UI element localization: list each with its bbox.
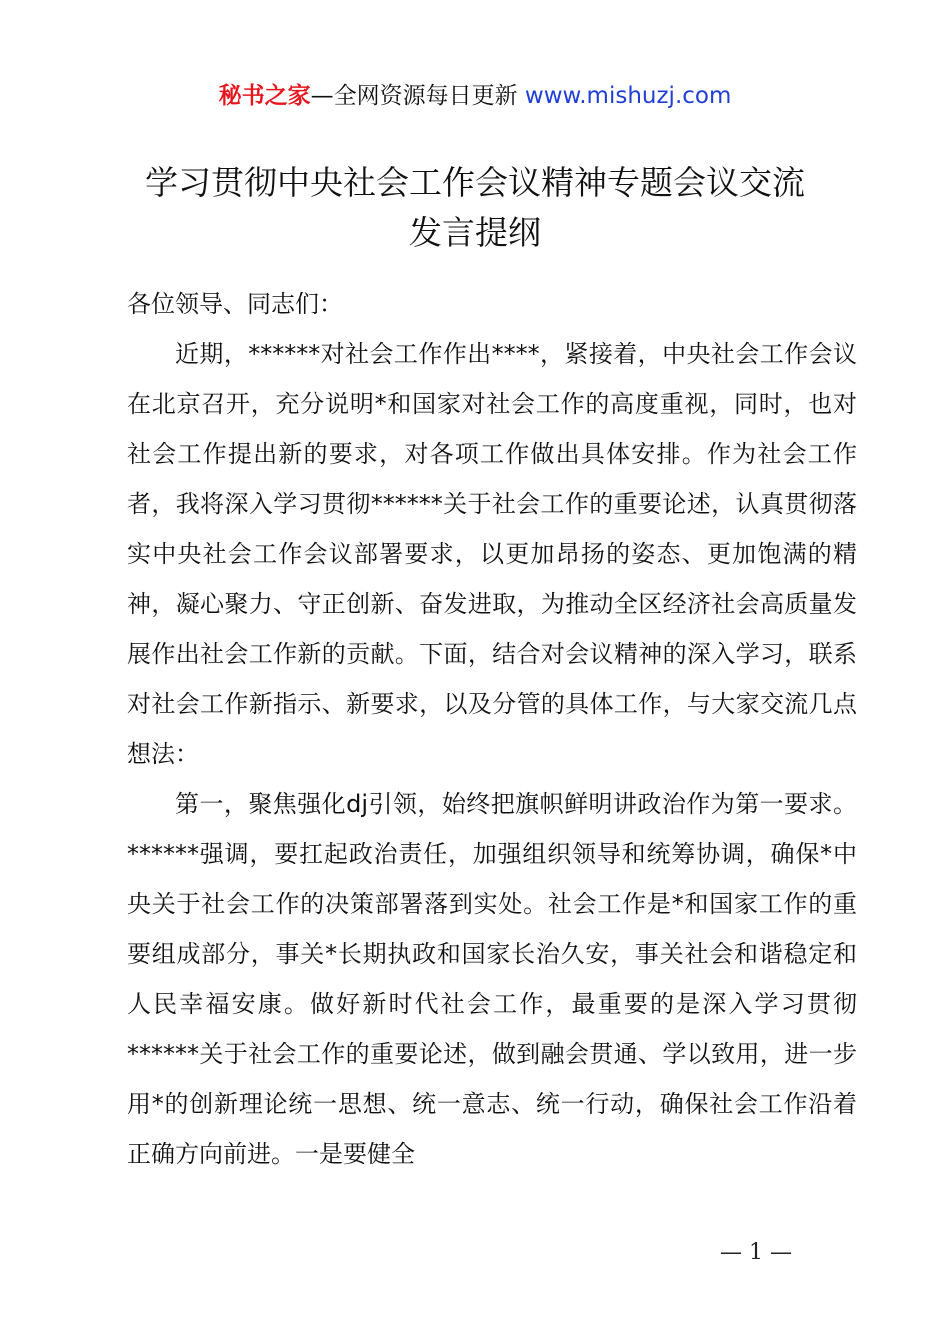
body-paragraph: 第一，聚焦强化dj引领，始终把旗帜鲜明讲政治作为第一要求。******强调，要扛起政治责任，加强组织领导和统筹协调，确保*中央关于社会工作的决策部署落到实处。社会工作是*和国家工作的重要组成部分，事关*长期执政和国家长治久安，事关社会和谐稳定和人民幸福安康。做好新时代社会工作，最重要的是深入学习贯彻******关于社会工作的重要论述，做到融会贯通、学以致用，进一步用*的创新理论统一思想、统一意志、统一行动，确保社会工作沿着正确方向前进。一是要健全	[127, 790, 857, 1168]
document-title	[100, 158, 850, 258]
title-line-1: 学习贯彻中央社会工作会议精神专题会议交流	[145, 163, 805, 202]
header-tagline: —全网资源每日更新	[310, 83, 518, 109]
site-header	[0, 80, 950, 112]
salutation: 各位领导、同志们：	[127, 290, 343, 318]
title-line-2: 发言提纲	[409, 213, 541, 252]
body-paragraph: 近期，******对社会工作作出****，紧接着，中央社会工作会议在北京召开，充分说明*和国家对社会工作的高度重视，同时，也对社会工作提出新的要求，对各项工作做出具体安排。作为社会工作者，我将深入学习贯彻******关于社会工作的重要论述，认真贯彻落实中央社会工作会议部署要求，以更加昂扬的姿态、更加饱满的精神，凝心聚力、守正创新、奋发进取，为推动全区经济社会高质量发展作出社会工作新的贡献。下面，结合对会议精神的深入学习，联系对社会工作新指示、新要求，以及分管的具体工作，与大家交流几点想法：	[127, 340, 857, 768]
page-number: — 1 —	[720, 1240, 792, 1265]
brand-name: 秘书之家	[218, 83, 311, 109]
site-url[interactable]: www.mishuzj.com	[517, 83, 732, 109]
